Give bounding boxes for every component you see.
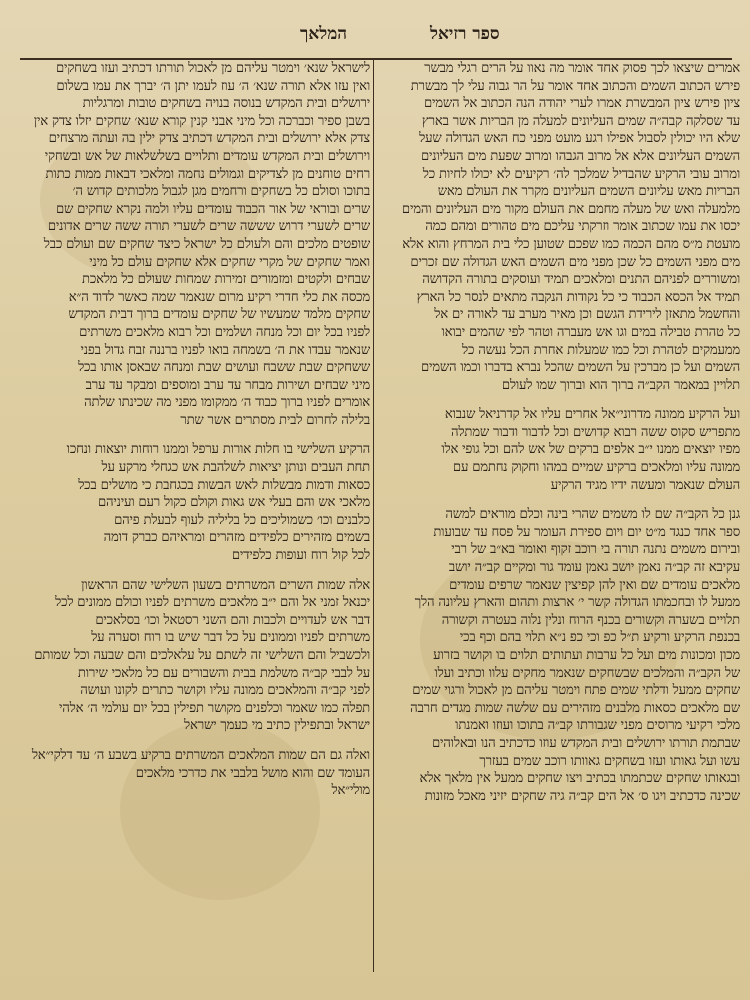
text-line: ממעל לו ובחכמתו הגדולה קשר י׳ ארצות ותהום והארץ עליונה הלך <box>414 595 740 611</box>
text-line: שופטים מלכים והם ולעולם כל ישראל כיצד שחקים שם ועולם כבל <box>43 236 370 252</box>
text-line: בתוכו וסולם כל בשחקים ורחמים מגן לגבול מלכותים קדוש ה׳ <box>72 184 370 200</box>
text-line: על לבבי קב״ה משלמת בבית והשבורים עם כל מלאכי שירות <box>77 665 370 681</box>
text-line: ומרוב עובי הרקיע שהבדיל שמלכך לה׳ רקיעים לא יכולו לחיות כל <box>422 166 740 182</box>
text-line: של הקב״ה והמלכים שבשחקים שנאמר מחקים עלוו וכתיב ועלו <box>434 665 740 681</box>
text-line: מועטת מ״ס מהם הכמה כמו שפכם שטוען כלי בית המרחץ והוא אלא <box>402 236 740 252</box>
text-line: תפלה כמו שאמר וכלפנים מקושר תפילין בכל יום עולמי ה׳ אלהי <box>58 700 370 716</box>
text-line: שחקים מלמד שמעשיו של שחקים עומדים ברוך דבית המקדש <box>68 307 370 323</box>
text-line: ממונה עליו ומלאכים ברקיע שמיים במהו וחקוק נחתמם עם <box>452 460 740 476</box>
text-line: רחים טוחנים מן לצדיקים וגמולים נחמה ומלאכי דבאות ממות כתות <box>45 166 370 182</box>
text-line: אלה שמות השרים המשרתים בשעון השלישי שהם הראשון <box>81 577 370 593</box>
text-line: ממעמקים לטהרת וכל כמו שמעלות אחרת הכל נעשה כל <box>462 342 740 358</box>
text-line: ישראל ובתפילין כתיב מי כעמך ישראל <box>184 718 370 734</box>
text-line: מכסה את כלי חדרי רקיע מרום שנאמר שמה כאשר לדוד ה״א <box>68 289 370 305</box>
text-line: בכנפת הרקיע ורקיע ת״ל כפ וכי כפ נ״א תלוי בהם וכף בכי <box>459 630 740 646</box>
text-line: יכנאל זמני אל והם י״ב מלאכים משרתים לפניו וכולם ממונים לכל <box>55 595 370 611</box>
text-line: תחת העבים ונותן יציאות לשלהבת אש כגחלי מרקע על <box>101 460 370 476</box>
text-line: כסאות ודמות מבשלות לאש הבשות בכגחבת כי מושלים בכל <box>78 477 370 493</box>
text-line: כל טהרת טבילה במים וגו אש מעברה וטהר לפי שהמים יבואו <box>441 324 740 340</box>
running-title-left: המלאך <box>300 24 348 44</box>
text-line: ספר אחד כנגד מ״ט יום ויום ספירת העומר על פסח עד שבועות <box>433 524 740 540</box>
text-line: מכון ומכונות מים ועל כל ערבות ועתותים תלוים בו וקושר בזרוע <box>433 648 740 663</box>
text-line: עקיבא זה קב״ה נאמן יושב גאמן עומד גור ומקיים קב״ה יושב <box>448 560 740 576</box>
text-line: אומרים לפניו ברוך כבוד ה׳ ממקומו מפני מה שכינתו שלתה <box>84 395 370 411</box>
paragraph-gap <box>378 494 740 506</box>
text-line: מתפריש סקוס ששה רבוא קדושים וכל לדבור ודבור שמתלה <box>451 424 740 440</box>
text-line: ולכשביל והם השלישי זה לשתם על עלאלכים והם שבעה וכל שמותם <box>34 648 370 663</box>
text-line: שבתמת תורתו ירושלים ובית המקדש עוזו כדכתיב הנו ובאלוהים <box>432 735 740 751</box>
text-line: כלבנים וכו׳ כשמוליכים כל בליליה לעוף לבעלת פיהם <box>114 512 370 528</box>
text-line: מפיו יוצאים ממנו י״ב אלפים ברקים של אש להם וכל גופי אלו <box>441 442 740 458</box>
text-line: לכל קול רוח ועופות כלפידים <box>231 548 370 564</box>
text-line: מלכי רקיעי מרוסים מפני שגבורתו קב״ה בתוכו ועוזו ואמנתו <box>455 718 740 734</box>
text-line: הרקיע השלישי בו חלות אורות ערפל וממנו רוחות יוצאות ונחכו <box>66 442 370 458</box>
text-line: וירושלים ובית המקדש עומדים ותלויים בשלשלאות של אש ובשחקי <box>44 148 370 164</box>
text-line: העומד שם והוא מושל בלבבי את כדרכי מלאכים <box>135 765 370 781</box>
text-line: שרים לשערי דרוש שששה שרים לשערי תורה ששה שרים אדונים <box>47 219 370 235</box>
text-line: מיני שבחים ושירות מבחר עד ערב ומוספים ומבקר עד ערב <box>85 377 370 393</box>
text-line: שבחים ולקטים ומזמורים זמירות שמחות שעולם כל מלאכת <box>81 272 370 288</box>
text-line: אמרים שיצאו לכך פסוק אחד אומר מה נאוו על הרים רגלי מבשר <box>424 61 740 76</box>
text-line: תלויים בשערה וקשורים בכנף הרוח ונלין נלוה בעטרה וקשורה <box>441 612 740 628</box>
text-line: מלאכי אש והם בעלי אש גאות וקולם כקול רעם ועיניהם <box>97 495 370 511</box>
text-line: יכסו את עמו שכתוב אומר וזרקתי עליכם מים טהורים ומהם כמה <box>425 219 740 235</box>
text-line: תמיד אל הכסא הכבוד כי כל נקודות הנקבה מתאים לנסר כל הארץ <box>416 289 740 305</box>
text-line: דבר אש לעדויים ולכבות והם השני רסטאל וכו׳ בסלאכים <box>95 612 370 628</box>
text-line: שלא היו יכולין לסבול אפילו רגע מועט מפני כח האש הגדולה שעל <box>419 131 740 147</box>
paragraph-gap <box>28 735 370 747</box>
text-line: שכינה כדכתיב ויגו ס׳ אל הים קב״ה גיה שחקים יזיני מאכל מזונות <box>424 788 740 804</box>
text-line: משרתים לפניו וממונים על כל דבר שיש בו רוח וסערה על <box>91 630 370 646</box>
text-line: ציון פירש ציון המבשרת אמרו לערי יהודה הנה הכתוב אל השמים <box>424 96 740 112</box>
text-line: ומשוררים לפניהם התנים ומלאכים תמיד ועוסקים בתורה הקדושה <box>422 272 740 288</box>
text-line: ואלה גם הם שמות המלאכים המשרתים ברקיע בשבע ה׳ עד דלקי״אל <box>31 747 370 763</box>
text-line: ובגאותו שחקים שכתמתו בכתיב ויצו שחקים ממעל אין מלאך אלא <box>419 771 740 787</box>
running-title-right: ספר רזיאל <box>430 24 500 44</box>
text-line: שם מלאכים כסאות מלבנים מזהירים עם שלשה שמות מגדים חרבה <box>410 700 740 716</box>
text-line: גנן כל הקב״ה שם לו משמים שהרי בינה וכלם מוראים למשה <box>445 507 740 523</box>
text-line: הבריות מאש עליונים השמים העליונים מקרר את העולם מאש <box>437 184 740 200</box>
paragraph-gap <box>28 429 370 441</box>
text-line: לפני קב״ה והמלאכים ממונה עליו וקושר כתרים לקונו ועושה <box>80 683 370 699</box>
text-line: עד שסלקה קבה״ה שמים העליונים למעלה מן הבריות אשר בארץ <box>421 113 740 129</box>
paragraph-gap <box>28 565 370 577</box>
text-line: ואמר שחקים של מקרי שחקים אלא שחקים עולם כל מיני <box>89 254 370 270</box>
text-line: שנאמר עבדו את ה׳ בשמחה בואו לפניו ברננה זבח גדול בפני <box>80 342 370 358</box>
text-line: השמים העליונים אלא אל מרוב הגבהו ומרוב שפעת מים העליונים <box>420 148 740 164</box>
text-line: בלילה לחרום לבית מסתרים אשר שתר <box>180 412 370 428</box>
right-column <box>378 60 740 805</box>
column-divider <box>373 60 374 972</box>
text-line: בשבן ספיר וכברכה וכל מיני אבני קנין קורא שנא׳ שחקים יזלו צדק אין <box>33 113 370 129</box>
paragraph-gap <box>378 394 740 406</box>
text-line: תלויין במאמר הקב״ה ברוך הוא וברוך שמו לעולם <box>501 377 740 393</box>
text-line: שחקים ממעל ודלתי שמים פתח וימטר עליהם מן לאכול ורגוי שמים <box>412 683 740 699</box>
text-line: ואין עזו אלא תורה שנא׳ ה׳ עוז לעמו יתן ה׳ יברך את עמו בשלום <box>56 78 370 94</box>
text-line: והחשמל מתאזן לירידת הגשם וכן מאיר מערב עד לאורה ים אל <box>434 307 740 323</box>
text-line: עשו ועל גאותו ועזו בשחקים גאוותו רוכב שמים בעזרך <box>479 753 740 769</box>
text-line: מלמעלה ואש של מעלה מחמם את העולם מקור מים העליונים והמים <box>401 201 740 217</box>
text-line: צדק אלא ירושלים ובית המקדש דכתיב צדק ילין בה ועתה מרצחים <box>48 131 370 147</box>
text-line: מלאכים עומדים שם ואין להן קפיצין שנאמר שרפים עומדים <box>449 577 740 593</box>
text-line: ועל הרקיע ממונה מדרוני״אל אחרים עליו אל קדרניאל שנבוא <box>444 407 740 423</box>
text-line: פירש הכתוב השמים והכתוב אחד אומר על הר גבוה עלי לך מבשרת <box>410 78 740 94</box>
text-line: ירושלים ובית המקדש בנוסה בנויה בשחקים טובות ומרגליות <box>82 96 370 112</box>
page-header <box>0 10 750 50</box>
text-line: לישראל שנא׳ וימטר עליהם מן לאכול תורתו דכתיב ועזו בשחקים <box>56 61 370 76</box>
text-line: מים מפני השמים כל שכן מפני מים השמים האש הגדולה שם זכרים <box>410 254 740 270</box>
left-column <box>28 60 370 800</box>
text-line: השמים ועל כן מברכין על השמים שהכל נברא בדברו וכמו השמים <box>420 360 740 376</box>
text-line: בשמים מזהירים כלפידים מזהרים ומראיהם כברק דומה <box>103 530 370 546</box>
text-line: לפניו בכל יום וכל מנחה ושלמים וכל רבוא מלאכים משרתים <box>79 324 370 340</box>
text-line: ששחקים שבת ששבח ועושים שבת ומנחה שבאסן אותו בכל <box>78 360 370 376</box>
text-line: ובירום משמים נתנה תורה בי רוכב זקוף ואומר בא״ב של רבי <box>451 542 740 558</box>
text-line: מולי״אל <box>331 783 370 799</box>
text-line: שרים ובוראי של אור הכבוד עומדים עליו ולמה נקרא שחקים שם <box>55 201 370 217</box>
text-line: העולם שנאמר ומעשה ידיו מגיד הרקיע <box>550 477 740 493</box>
